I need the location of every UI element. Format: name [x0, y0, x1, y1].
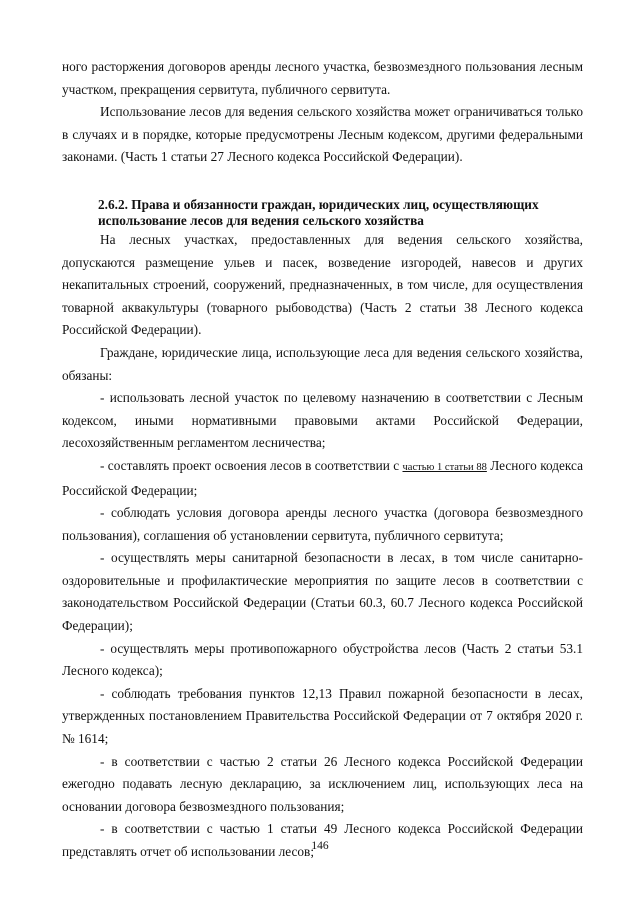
section-heading-line2: использование лесов для ведения сельского хозяйства: [98, 212, 424, 228]
list-item-sanitary-measures: - осуществлять меры санитарной безопасности в лесах, в том числе санитарно-оздоровительные и профилактические мероприятия по защите лесов в соответствии с законодательством Российской Федерации (Статьи 60.3, 60.7 Лесного кодекса Российской Федерации);: [62, 550, 583, 634]
article-88-link[interactable]: частью 1 статьи 88: [402, 461, 487, 473]
section-gap: [62, 169, 583, 197]
list-item-forest-project: [62, 455, 583, 502]
list-item-lease-terms: - соблюдать условия договора аренды лесного участка (договора безвозмездного пользования), соглашения об установлении сервитута, публичного сервитута;: [62, 505, 583, 543]
page-number: 146: [311, 840, 329, 852]
list-item-forest-project-tail: Лесного кодекса Российской Федерации;: [62, 457, 584, 498]
section-heading: [62, 197, 583, 229]
paragraph-obligations-intro: Граждане, юридические лица, использующие леса для ведения сельского хозяйства, обязаны:: [62, 344, 583, 383]
list-item-usage-report: - в соответствии с частью 1 статьи 49 Лесного кодекса Российской Федерации представлять отчет об использовании лесов;: [62, 821, 583, 859]
paragraph-usage-limits: Использование лесов для ведения сельского хозяйства может ограничиваться только в случаях и в порядке, которые предусмотрены Лесным кодексом, другими федеральными законами. (Часть 1 статьи 27 Лесного кодекса Российской Федерации).: [62, 104, 583, 165]
list-item-forest-project-text: - составлять проект освоения лесов в соответствии с: [100, 457, 403, 473]
list-item-forest-declaration: - в соответствии с частью 2 статьи 26 Лесного кодекса Российской Федерации ежегодно подавать лесную декларацию, за исключением лиц, использующих леса на основании договора безвозмездного пользования;: [62, 753, 583, 814]
paragraph-allowed-structures: На лесных участках, предоставленных для ведения сельского хозяйства, допускаются размещение ульев и пасек, возведение изгородей, навесов и других некапитальных строений, сооружений, предназначенных, в том числе, для осуществления товарной аквакультуры (товарного рыбоводства) (Часть 2 статьи 38 Лесного кодекса Российской Федерации).: [62, 231, 583, 338]
list-item-target-use: - использовать лесной участок по целевому назначению в соответствии с Лесным кодексом, иными нормативными правовыми актами Российской Федерации, лесохозяйственным регламентом лесничества;: [62, 390, 583, 451]
list-item-fire-prevention: - осуществлять меры противопожарного обустройства лесов (Часть 2 статьи 53.1 Лесного кодекса);: [62, 640, 583, 679]
list-item-fire-safety-rules: - соблюдать требования пунктов 12,13 Правил пожарной безопасности в лесах, утвержденных постановлением Правительства Российской Федерации от 7 октября 2020 г. № 1614;: [62, 685, 583, 747]
section-heading-line1: 2.6.2. Права и обязанности граждан, юридических лиц, осуществляющих: [98, 196, 539, 212]
paragraph-continuation: ного расторжения договоров аренды лесного участка, безвозмездного пользования лесным участком, прекращения сервитута, публичного сервитута.: [62, 59, 583, 97]
body-text: [62, 56, 583, 864]
